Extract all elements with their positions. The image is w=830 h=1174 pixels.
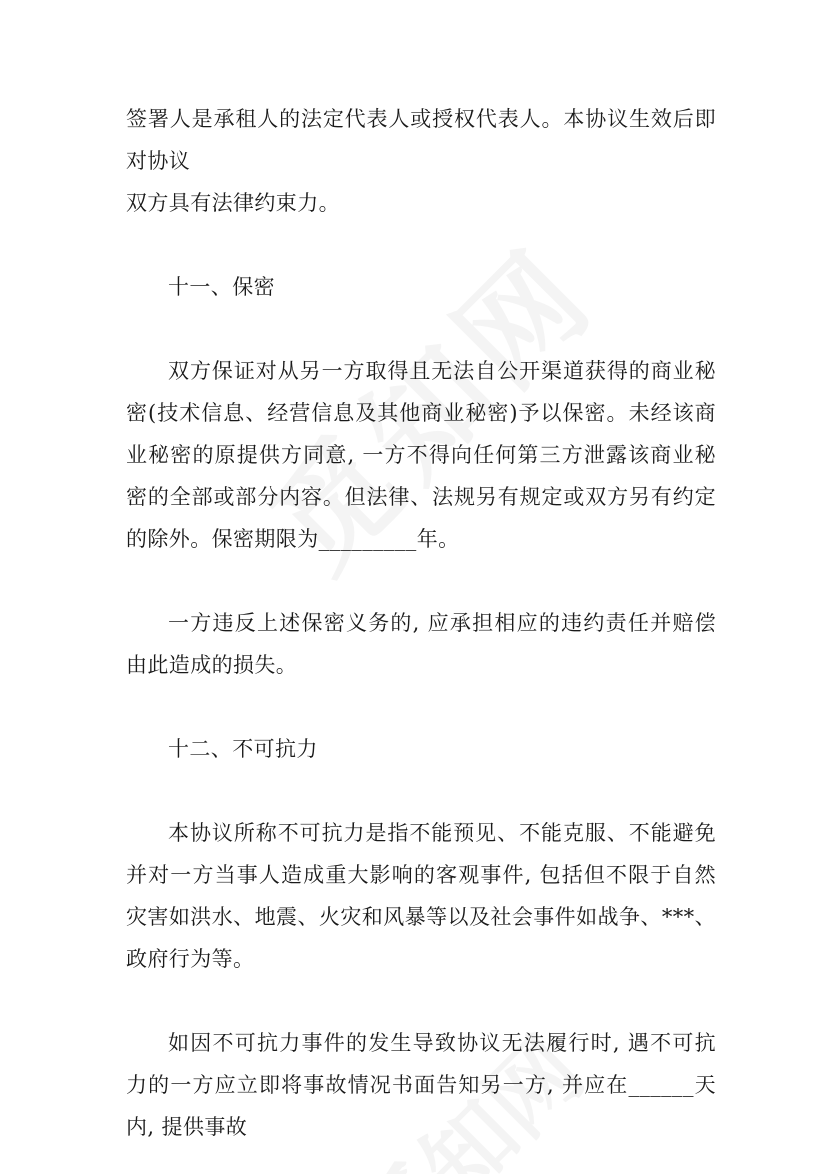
section-heading-force-majeure: 十二、不可抗力 [168,737,318,761]
paragraph-breach: 一方违反上述保密义务的, 应承担相应的违约责任并赔偿由此造成的损失。 [126,611,716,677]
paragraph-force-majeure-notice: 如因不可抗力事件的发生导致协议无法履行时, 遇不可抗力的一方应立即将事故情况书面告知另一方, 并应在______天内, 提供事故 [126,1031,716,1139]
section-heading-confidentiality: 十一、保密 [168,275,275,299]
paragraph-signatory-line2: 双方具有法律约束力。 [126,191,340,215]
paragraph-signatory-line1: 签署人是承租人的法定代表人或授权代表人。本协议生效后即对协议 [126,107,716,173]
paragraph-force-majeure-definition: 本协议所称不可抗力是指不能预见、不能克服、不能避免并对一方当事人造成重大影响的客观事件, 包括但不限于自然灾害如洪水、地震、火灾和风暴等以及社会事件如战争、***、政府行为等。 [126,821,716,971]
document-body [126,98,716,1148]
paragraph-confidentiality: 双方保证对从另一方取得且无法自公开渠道获得的商业秘密(技术信息、经营信息及其他商业秘密)予以保密。未经该商业秘密的原提供方同意, 一方不得向任何第三方泄露该商业秘密的全部或部分内容。但法律、法规另有规定或双方另有约定的除外。保密期限为_________年。 [126,359,716,551]
